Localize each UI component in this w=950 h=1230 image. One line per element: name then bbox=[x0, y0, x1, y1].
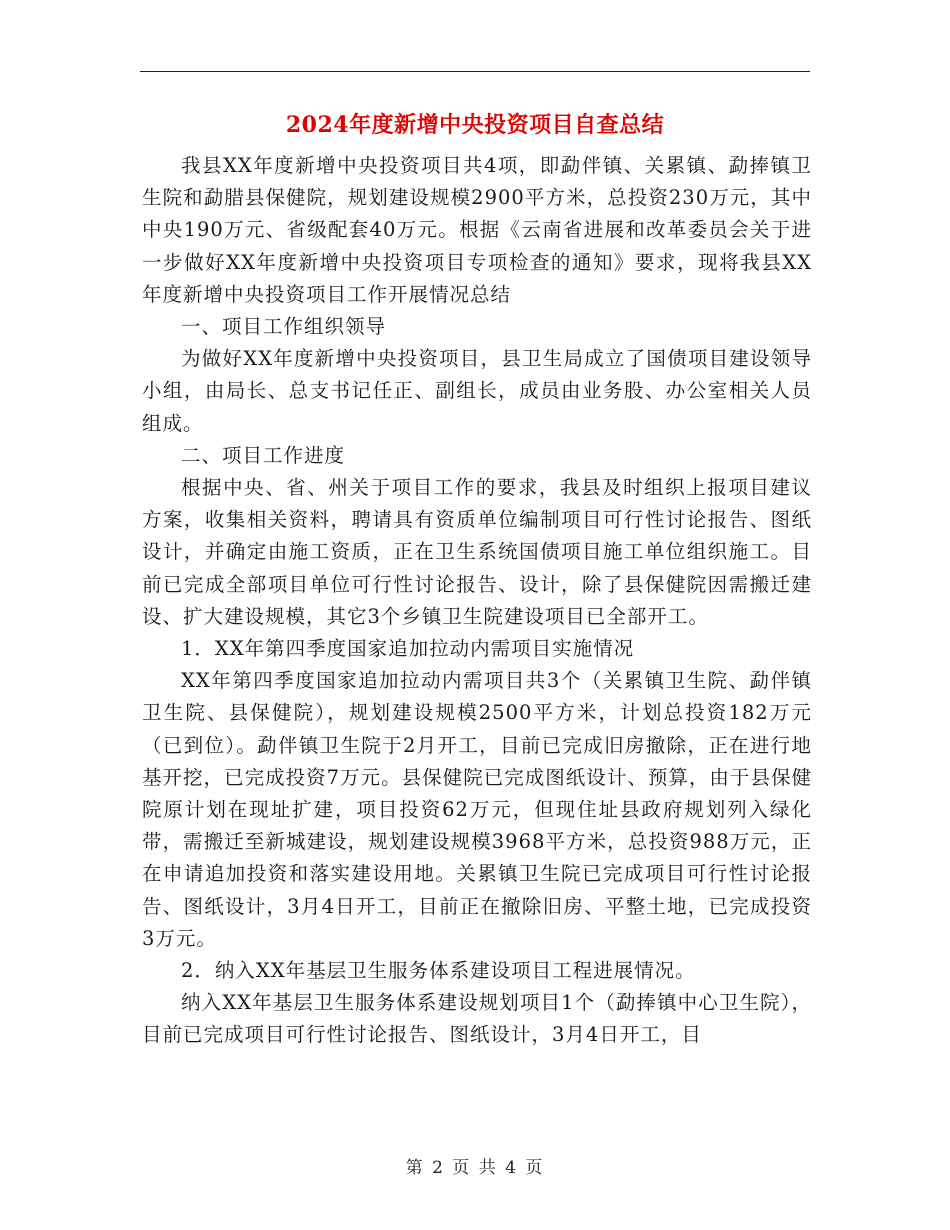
subsection-heading-q4-projects: 1．XX年第四季度国家追加拉动内需项目实施情况 bbox=[181, 637, 635, 661]
paragraph-progress: 根据中央、省、州关于项目工作的要求，我县及时组织上报项目建议方案，收集相关资料，聘请具有资质单位编制项目可行性讨论报告、图纸设计，并确定由施工资质，正在卫生系统国债项目施工单位组织施工。目前已完成全部项目单位可行性讨论报告、设计，除了县保健院因需搬迁建设、扩大建设规模，其它3个乡镇卫生院建设项目已全部开工。 bbox=[142, 476, 812, 628]
header-rule bbox=[140, 71, 810, 72]
document-body bbox=[142, 150, 812, 1052]
document-title: 2024年度新增中央投资项目自查总结 bbox=[285, 112, 665, 138]
subsection-heading-basic-health: 2．纳入XX年基层卫生服务体系建设项目工程进展情况。 bbox=[181, 959, 696, 983]
paragraph-intro: 我县XX年度新增中央投资项目共4项，即勐伴镇、关累镇、勐捧镇卫生院和勐腊县保健院，规划建设规模2900平方米，总投资230万元，其中中央190万元、省级配套40万元。根据《云南省进展和改革委员会关于进一步做好XX年度新增中央投资项目专项检查的通知》要求，现将我县XX年度新增中央投资项目工作开展情况总结 bbox=[142, 154, 812, 306]
paragraph-q4-projects: XX年第四季度国家追加拉动内需项目共3个（关累镇卫生院、勐伴镇卫生院、县保健院），规划建设规模2500平方米，计划总投资182万元（已到位）。勐伴镇卫生院于2月开工，目前已完成旧房撤除，正在进行地基开挖，已完成投资7万元。县保健院已完成图纸设计、预算，由于县保健院原计划在现址扩建，项目投资62万元，但现住址县政府规划列入绿化带，需搬迁至新城建设，规划建设规模3968平方米，总投资988万元，正在申请追加投资和落实建设用地。关累镇卫生院已完成项目可行性讨论报告、图纸设计，3月4日开工，目前正在撤除旧房、平整土地，已完成投资3万元。 bbox=[142, 669, 812, 950]
page-number: 第 2 页 共 4 页 bbox=[405, 1158, 545, 1178]
section-heading-organization: 一、项目工作组织领导 bbox=[181, 315, 387, 339]
section-heading-progress: 二、项目工作进度 bbox=[181, 443, 346, 467]
paragraph-basic-health: 纳入XX年基层卫生服务体系建设规划项目1个（勐捧镇中心卫生院），目前已完成项目可行性讨论报告、图纸设计，3月4日开工，目 bbox=[142, 991, 812, 1047]
paragraph-organization: 为做好XX年度新增中央投资项目，县卫生局成立了国债项目建设领导小组，由局长、总支书记任正、副组长，成员由业务股、办公室相关人员组成。 bbox=[142, 347, 812, 435]
